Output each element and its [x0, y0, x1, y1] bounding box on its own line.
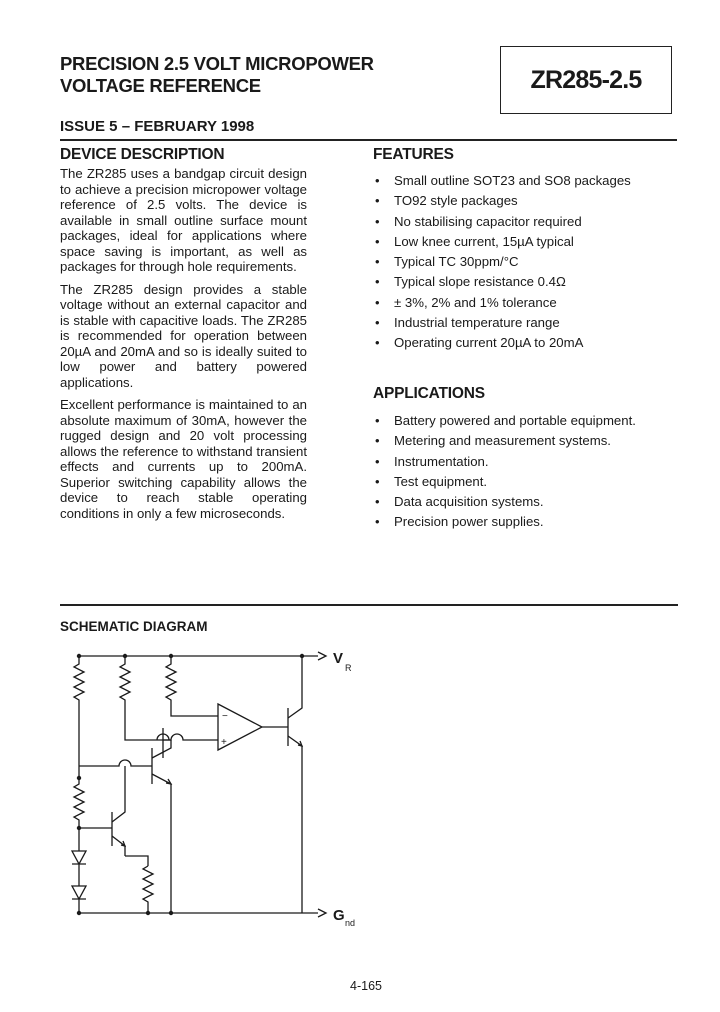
- page-number: 4-165: [350, 979, 382, 993]
- list-item: • Metering and measurement systems.: [373, 431, 636, 451]
- gnd-arrow-icon: [318, 909, 326, 917]
- gnd-label: G: [333, 907, 345, 924]
- resistor-icon: [74, 656, 84, 706]
- list-item: • Low knee current, 15µA typical: [373, 232, 631, 252]
- list-item: • TO92 style packages: [373, 191, 631, 211]
- list-item: • Small outline SOT23 and SO8 packages: [373, 171, 631, 191]
- bullet-icon: •: [375, 254, 380, 270]
- bullet-icon: •: [375, 494, 380, 510]
- bullet-icon: •: [375, 473, 380, 489]
- bullet-icon: •: [375, 315, 380, 331]
- bullet-icon: •: [375, 274, 380, 290]
- resistor-icon: [143, 866, 153, 913]
- diode-icon: [72, 851, 86, 864]
- schematic-heading: SCHEMATIC DIAGRAM: [60, 619, 208, 634]
- list-item: • Data acquisition systems.: [373, 492, 636, 512]
- gnd-subscript: nd: [345, 918, 356, 928]
- list-item: • Instrumentation.: [373, 452, 636, 472]
- list-item: • Precision power supplies.: [373, 512, 636, 532]
- opamp-minus-label: −: [222, 711, 228, 722]
- list-item: • Battery powered and portable equipment.: [373, 411, 636, 431]
- bullet-icon: •: [375, 173, 380, 188]
- opamp-plus-label: +: [221, 737, 227, 748]
- bullet-icon: •: [375, 193, 380, 209]
- title-line-2: VOLTAGE REFERENCE: [60, 75, 261, 96]
- bullet-icon: •: [375, 413, 380, 428]
- vr-subscript: R: [345, 663, 352, 673]
- bullet-icon: •: [375, 433, 380, 449]
- vr-arrow-icon: [318, 652, 326, 660]
- resistor-icon: [166, 656, 176, 706]
- applications-heading: APPLICATIONS: [373, 385, 485, 402]
- list-item: • ± 3%, 2% and 1% tolerance: [373, 293, 631, 313]
- features-heading: FEATURES: [373, 146, 454, 163]
- list-item: • Typical slope resistance 0.4Ω: [373, 272, 631, 292]
- list-item: • Industrial temperature range: [373, 313, 631, 333]
- list-item: • Test equipment.: [373, 472, 636, 492]
- bullet-icon: •: [375, 294, 380, 310]
- part-number: ZR285-2.5: [530, 65, 642, 94]
- bullet-icon: •: [375, 233, 380, 249]
- title-line-1: PRECISION 2.5 VOLT MICROPOWER: [60, 53, 374, 74]
- bullet-icon: •: [375, 514, 380, 530]
- list-item: • Operating current 20µA to 20mA: [373, 333, 631, 353]
- bullet-icon: •: [375, 335, 380, 351]
- list-item: • No stabilising capacitor required: [373, 212, 631, 232]
- vr-label: V: [333, 650, 344, 667]
- description-paragraph-2: The ZR285 design provides a stable voltage without an external capacitor and is stable with capacitive loads. The ZR285 is recommended for operation between 20µA and 20mA and so is ideally suited to low power and battery powered applications.: [60, 281, 307, 390]
- bullet-icon: •: [375, 213, 380, 229]
- description-paragraph-3: Excellent performance is maintained to an absolute maximum of 30mA, however the rugged design and 20 volt processing allows the reference to withstand transient effects and currents up to 200mA. Superior switching capability allows the device to reach stable operating conditions in only a few microseconds.: [60, 397, 307, 521]
- resistor-icon: [120, 656, 130, 706]
- device-description-heading: DEVICE DESCRIPTION: [60, 146, 225, 163]
- resistor-icon: [74, 778, 84, 851]
- issue-date: ISSUE 5 – FEBRUARY 1998: [60, 118, 255, 135]
- bullet-icon: •: [375, 453, 380, 469]
- description-paragraph-1: The ZR285 uses a bandgap circuit design to achieve a precision micropower voltage reference of 2.5 volts. The device is available in small outline surface mount packages, ideal for applications where space saving is important, as well as packages for through hole requirements.: [60, 166, 307, 274]
- list-item: • Typical TC 30ppm/°C: [373, 252, 631, 272]
- diode-icon: [72, 886, 86, 899]
